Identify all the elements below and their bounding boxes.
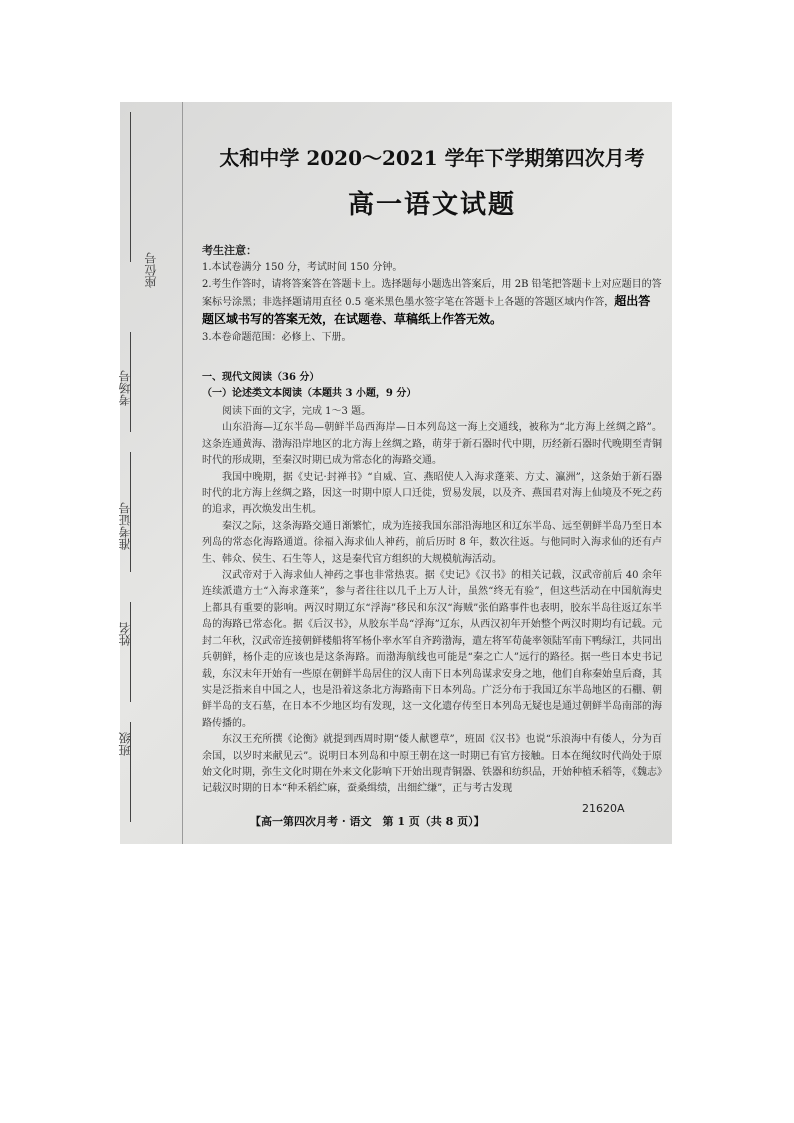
- notice-heading: 考生注意：: [202, 244, 257, 257]
- passage: [202, 404, 662, 798]
- name-label: 姓名: [118, 622, 132, 646]
- passage-paragraph: 山东沿海—辽东半岛—朝鲜半岛西海岸—日本列岛这一海上交通线，被称为“北方海上丝绸之路”。这条连通黄海、渤海沿岸地区的北方海上丝绸之路，萌芽于新石器时代中期，历经新石器时代晚期至青铜时代的形成期，至秦汉时期已成为常态化的海路交通。: [202, 422, 662, 467]
- section-heading: 一、现代文阅读（36 分）: [202, 372, 320, 383]
- passage-paragraph: 汉武帝对于入海求仙人神药之事也非常热衷。据《史记》《汉书》的相关记载，汉武帝前后 40 余年连续派遣方士“入海求蓬莱”，参与者往往以几千上万人计，虽然“终无有验”，但这些活动在中国航海史上都具有重要的影响。两汉时期辽东“浮海”移民和东汉“海贼”张伯路事件也表明，胶东半岛往返辽东半岛的海路已常态化。据《后汉书》，从胶东半岛“浮海”辽东，从西汉初年开始整个两汉时期均有记载。元封二年秋，汉武帝连接朝鲜楼船将军杨仆率水军自齐跨渤海，遣左将军荀彘率领陆军南下鸭绿江，共同出兵朝鲜，杨仆走的应该也是这条海路。而渤海航线也可能是“秦之亡人”远行的路径。据一些日本史书记载，东汉末年开始有一些原在朝鲜半岛居住的汉人南下日本列岛谋求安身之地，他们自称秦始皇后裔，其实是泛指来自中国之人，也是沿着这条北方海路南下日本列岛。广泛分布于我国辽东半岛地区的石棚、朝鲜半岛的支石墓，在日本不少地区均有发现，这一文化遗存传至日本列岛无疑也是通过朝鲜半岛南部的海路传播的。: [202, 570, 662, 729]
- passage-paragraph: 东汉王充所撰《论衡》就提到西周时期“倭人献鬯草”，班固《汉书》也说“乐浪海中有倭人，分为百余国，以岁时来献见云”。说明日本列岛和中原王朝在这一时期已有官方接触。日本在绳纹时代尚处于原始文化时期，弥生文化时期在外来文化影响下开始出现青铜器、铁器和纺织品，开始种植禾稻等，《魏志》记载汉时期的日本“种禾稻纻麻，蚕桑缉绩，出细纻缣”，正与考古发现: [202, 734, 662, 795]
- notice-item-3: 3.本卷命题范围：必修上、下册。: [202, 332, 352, 343]
- exam-number-label: 准考证号: [118, 502, 132, 550]
- notice-block: [202, 242, 662, 346]
- passage-paragraph: 我国中晚期，据《史记·封禅书》“自威、宣、燕昭使人入海求蓬莱、方丈、瀛洲”，这条始于新石器时代的北方海上丝绸之路，因这一时期中原人口迁徙，贸易发展，以及齐、燕国君对海上仙境及不死之药的追求，再次焕发出生机。: [202, 471, 662, 516]
- notice-item-2-text: 2.考生作答时，请将答案答在答题卡上。选择题每小题选出答案后，用 2B 铅笔把答题卡上对应题目的答案标号涂黑；非选择题请用直径 0.5 毫米黑色墨水签字笔在答题卡上各题的答题区域内作答，: [202, 279, 662, 308]
- paper-code: 21620A: [582, 802, 625, 815]
- passage-instruction: 阅读下面的文字，完成 1～3 题。: [222, 406, 372, 417]
- page-footer: 【高一第四次月考 · 语文 第 1 页（共 8 页）】: [250, 815, 485, 828]
- class-label: 班级: [118, 732, 132, 756]
- exam-sheet: [190, 102, 668, 844]
- notice-item-2: [202, 276, 662, 329]
- exam-title: 太和中学 2020～2021 学年下学期第四次月考: [219, 146, 645, 170]
- document-photo: [120, 102, 672, 844]
- notice-item-1: 1.本试卷满分 150 分，考试时间 150 分钟。: [202, 262, 403, 273]
- exam-subtitle: 高一语文试题: [347, 190, 516, 220]
- binding-line: [130, 602, 131, 702]
- subsection-heading: （一）论述类文本阅读（本题共 3 小题，9 分）: [202, 388, 417, 399]
- exam-room-label: 考场号: [118, 370, 132, 406]
- passage-paragraph: 秦汉之际，这条海路交通日渐繁忙，成为连接我国东部沿海地区和辽东半岛、远至朝鲜半岛乃至日本列岛的常态化海路通道。徐福入海求仙人神药，前后历时 8 年，数次往返。与他同时入海求仙的还有卢生、韩众、侯生、石生等人，这是秦代官方组织的大规模航海活动。: [202, 520, 662, 565]
- seat-label: 座位号: [144, 252, 158, 288]
- binding-strip: [120, 102, 183, 844]
- binding-line: [130, 112, 131, 262]
- notice-item-2-emphasis: 超出答题区域书写的答案无效，在试题卷、草稿纸上作答无效。: [202, 294, 651, 326]
